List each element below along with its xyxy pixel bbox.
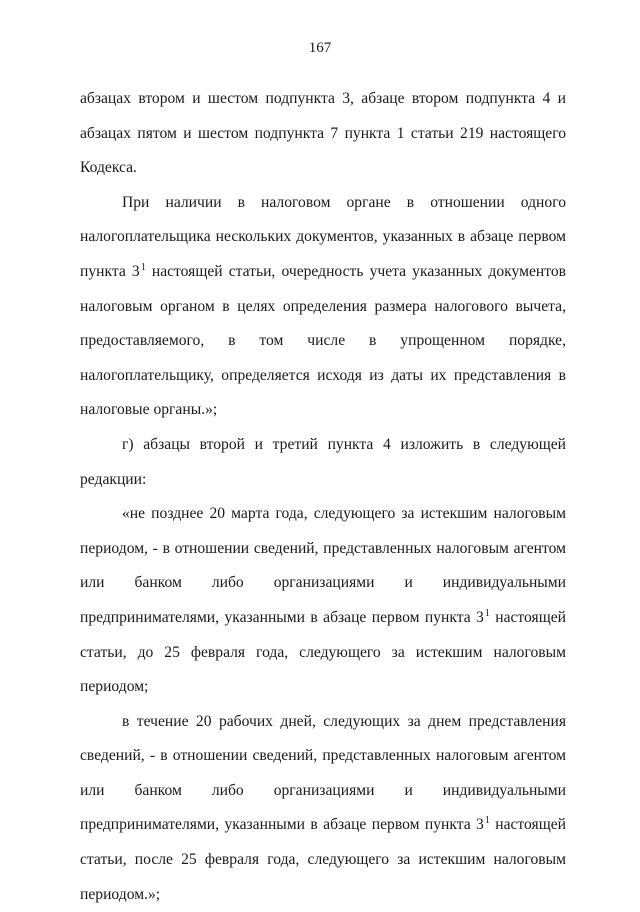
paragraph-text: При наличии в налоговом органе в отношении одного налогоплательщика нескольких документов, указанных в абзаце первом пункта 3 bbox=[80, 193, 566, 280]
document-body bbox=[80, 82, 566, 912]
paragraph-text: настоящей статьи, после 25 февраля года, следующего за истекшим налоговым периодом.»; bbox=[80, 816, 566, 903]
superscript: 1 bbox=[484, 607, 490, 619]
paragraph-text: «не позднее 20 марта года, следующего за истекшим налоговым периодом, - в отношении сведений, представленных налоговым агентом или банком либо организациями и индивидуальными предпринимателями, указанными в абзаце первом пункта 3 bbox=[80, 505, 566, 626]
paragraph-multiple-documents bbox=[80, 186, 566, 428]
superscript: 1 bbox=[140, 261, 146, 273]
paragraph-deadline-20-days bbox=[80, 705, 566, 912]
superscript: 1 bbox=[484, 815, 490, 827]
paragraph-amendment-g: г) абзацы второй и третий пункта 4 изложить в следующей редакции: bbox=[80, 435, 566, 488]
paragraph-text: в течение 20 рабочих дней, следующих за днем представления сведений, - в отношении сведений, представленных налоговым агентом или банком либо организациями и индивидуальными предпринимателями, указанными в абзаце первом пункта 3 bbox=[80, 712, 566, 834]
paragraph-deadline-march bbox=[80, 497, 566, 705]
page-number: 167 bbox=[308, 40, 332, 56]
paragraph-text: настоящей статьи, до 25 февраля года, следующего за истекшим налоговым периодом; bbox=[80, 608, 566, 696]
paragraph-continuation: абзацах втором и шестом подпункта 3, абзаце втором подпункта 4 и абзацах пятом и шестом подпункта 7 пункта 1 статьи 219 настоящего Кодекса. bbox=[80, 90, 566, 177]
paragraph-text: настоящей статьи, очередность учета указанных документов налоговым органом в целях определения размера налогового вычета, предоставляемого, в том числе в упрощенном порядке, налогоплательщику, определяется исходя из даты их представления в налоговые органы.»; bbox=[80, 262, 566, 419]
